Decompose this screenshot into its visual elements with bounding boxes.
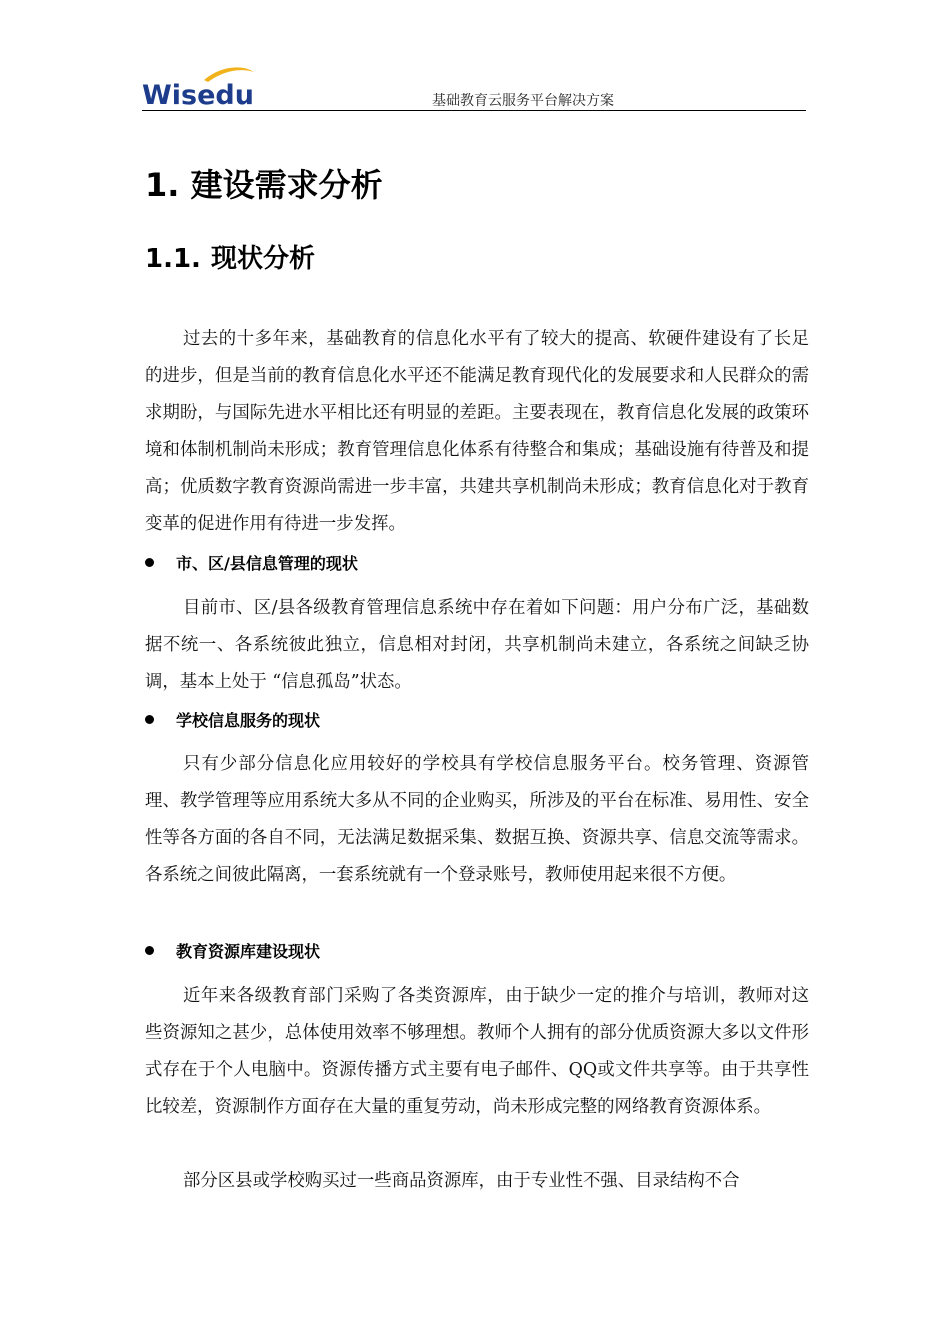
bullet-admin [145,551,358,574]
paragraph-admin: 目前市、区/县各级教育管理信息系统中存在着如下问题：用户分布广泛，基础数据不统一、各系统彼此独立，信息相对封闭，共享机制尚未建立，各系统之间缺乏协调，基本上处于 “信息孤岛”状态。 [145,598,809,692]
section-heading [145,238,315,275]
page-header [142,58,806,111]
bullet-resource-label: 教育资源库建设现状 [176,942,321,961]
paragraph-intro: 过去的十多年来，基础教育的信息化水平有了较大的提高、软硬件建设有了长足的进步，但是当前的教育信息化水平还不能满足教育现代化的发展要求和人民群众的需求期盼，与国际先进水平相比还有明显的差距。主要表现在，教育信息化发展的政策环境和体制机制尚未形成；教育管理信息化体系有待整合和集成；基础设施有待普及和提高；优质数字教育资源尚需进一步丰富，共建共享机制尚未形成；教育信息化对于教育变革的促进作用有待进一步发挥。 [145,329,809,534]
bullet-school [145,708,320,731]
bullet-resource [145,939,320,962]
chapter-heading: 1. 建设需求分析 [145,166,383,204]
document-title: 基础教育云服务平台解决方案 [432,93,614,109]
bullet-dot-icon [145,946,154,955]
paragraph-resource-2: 部分区县或学校购买过一些商品资源库，由于专业性不强、目录结构不合 [183,1171,740,1191]
section-number: 1.1. [145,244,201,274]
bullet-school-label: 学校信息服务的现状 [176,711,321,730]
paragraph-school: 只有少部分信息化应用较好的学校具有学校信息服务平台。校务管理、资源管理、教学管理等应用系统大多从不同的企业购买，所涉及的平台在标准、易用性、安全性等各方面的各自不同，无法满足数据采集、数据互换、资源共享、信息交流等需求。各系统之间彼此隔离，一套系统就有一个登录账号，教师使用起来很不方便。 [145,754,809,885]
bullet-dot-icon [145,558,154,567]
wisedu-logo [142,60,257,108]
section-title: 现状分析 [211,244,316,274]
paragraph-resource-1: 近年来各级教育部门采购了各类资源库，由于缺少一定的推介与培训，教师对这些资源知之甚少，总体使用效率不够理想。教师个人拥有的部分优质资源大多以文件形式存在于个人电脑中。资源传播方式主要有电子邮件、QQ或文件共享等。由于共享性比较差，资源制作方面存在大量的重复劳动，尚未形成完整的网络教育资源体系。 [145,986,809,1117]
bullet-admin-label: 市、区/县信息管理的现状 [176,554,358,573]
logo-text: Wisedu [142,80,254,108]
bullet-dot-icon [145,715,154,724]
